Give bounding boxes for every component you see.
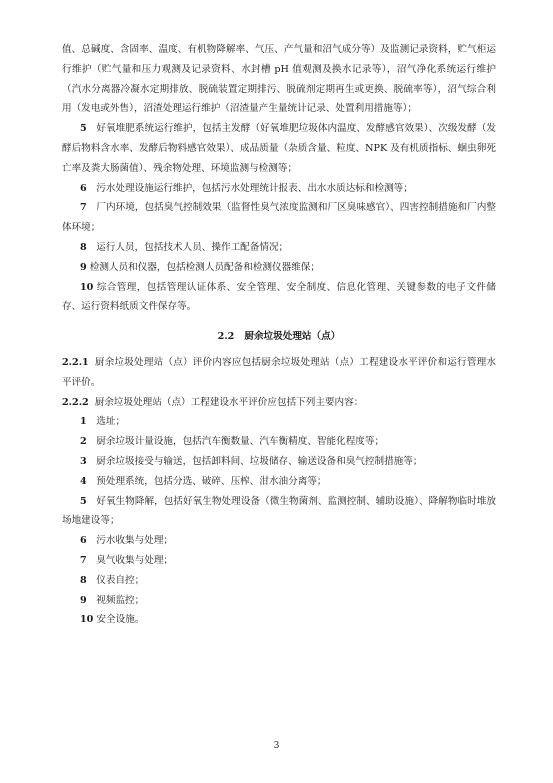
list-item [62, 571, 496, 591]
item-text: 好氧堆肥系统运行维护，包括主发酵（好氧堆肥垃圾体内温度、发酵感官效果）、次级发酵（发酵后物料含水率、发酵后物料感官效果）、成品质量（杂质含量、粒度、NPK 及有机质指标、蛔虫卵死亡率及粪大肠菌值）、残余物处理、环境监测与检测等； [62, 123, 497, 174]
list-item [62, 179, 496, 199]
clause-number: 2.2.2 [62, 396, 89, 408]
clause [62, 353, 496, 393]
item-text: 厨余垃圾接受与输送，包括卸料间、垃圾储存、输送设备和臭气控制措施等； [96, 455, 423, 467]
item-number: 9 [80, 594, 87, 606]
item-number: 8 [80, 574, 87, 586]
item-text: 污水处理设施运行维护，包括污水处理统计报表、出水水质达标和检测等； [96, 182, 413, 194]
item-text: 检测人员和仪器，包括检测人员配备和检测仪器维保； [89, 261, 320, 273]
list-item [62, 610, 496, 630]
item-number: 8 [80, 241, 87, 253]
item-text: 视频监控； [96, 594, 145, 606]
page-number: 3 [273, 741, 280, 751]
item-number: 7 [80, 202, 87, 214]
item-number: 9 [80, 261, 87, 273]
item-text: 好氧生物降解，包括好氧生物处理设备（微生物菌剂、监测控制、辅助设施）、降解物临时堆放场地建设等； [62, 495, 497, 527]
item-text: 污水收集与处理； [96, 535, 174, 547]
item-number: 10 [80, 614, 94, 626]
section-heading [62, 327, 496, 347]
clause-text: 厨余垃圾处理站（点）工程建设水平评价应包括下列主要内容： [94, 396, 364, 408]
list-item [62, 591, 496, 611]
item-number: 4 [80, 475, 87, 487]
list-item [62, 412, 496, 432]
list-item [62, 452, 496, 472]
continuation-paragraph: 值、总碱度、含固率、温度、有机物降解率、气压、产气量和沼气成分等）及监测记录资料，贮气柜运行维护（贮气量和压力观测及记录资料、水封槽 pH 值观测及换水记录等），沼气净化系统运行维护（汽水分离器冷凝水定期排放、脱硫装置定期排污、脱硫剂定期再生或更换、脱硫率等），沼气综合利用（发电或外售），沼渣处理运行维护（沼渣量产生量统计记录、处置利用措施等）； [62, 44, 496, 115]
item-text: 选址； [96, 416, 126, 428]
list-item [62, 551, 496, 571]
item-number: 3 [80, 455, 87, 467]
item-text: 综合管理，包括管理认证体系、安全管理、安全制度、信息化管理、关键参数的电子文件储存、运行资料纸质文件保存等。 [62, 281, 496, 313]
item-number: 5 [80, 123, 87, 135]
item-text: 安全设施。 [96, 614, 145, 626]
item-text: 厂内环境，包括臭气控制效果（监督性臭气浓度监测和厂区臭味感官）、四害控制措施和厂内整体环境； [62, 202, 497, 234]
item-number: 6 [80, 535, 87, 547]
body-text [62, 40, 496, 630]
list-item [62, 258, 496, 278]
list-item [62, 531, 496, 551]
item-number: 2 [80, 436, 87, 448]
item-number: 1 [80, 416, 87, 428]
item-text: 运行人员，包括技术人员、操作工配备情况； [96, 241, 289, 253]
item-text: 仪表自控； [96, 574, 145, 586]
item-text: 预处理系统，包括分选、破碎、压榨、泔水油分离等； [96, 475, 327, 487]
clause [62, 393, 496, 413]
item-number: 5 [80, 495, 87, 507]
list-item [62, 278, 496, 318]
list-item [62, 119, 496, 178]
list-item [62, 472, 496, 492]
list-item [62, 432, 496, 452]
clause-text: 厨余垃圾处理站（点）评价内容应包括厨余垃圾处理站（点）工程建设水平评价和运行管理水平评价。 [62, 356, 496, 388]
item-text: 臭气收集与处理； [96, 554, 174, 566]
item-number: 6 [80, 182, 87, 194]
clause-number: 2.2.1 [62, 356, 89, 368]
list-item [62, 238, 496, 258]
item-text: 厨余垃圾计量设施，包括汽车衡数量、汽车衡精度、智能化程度等； [96, 436, 385, 448]
list-item [62, 492, 496, 532]
section-number: 2.2 [217, 331, 235, 343]
section-title-text: 厨余垃圾处理站（点） [244, 331, 341, 343]
item-number: 7 [80, 554, 87, 566]
item-number: 10 [80, 281, 94, 293]
list-item [62, 198, 496, 238]
